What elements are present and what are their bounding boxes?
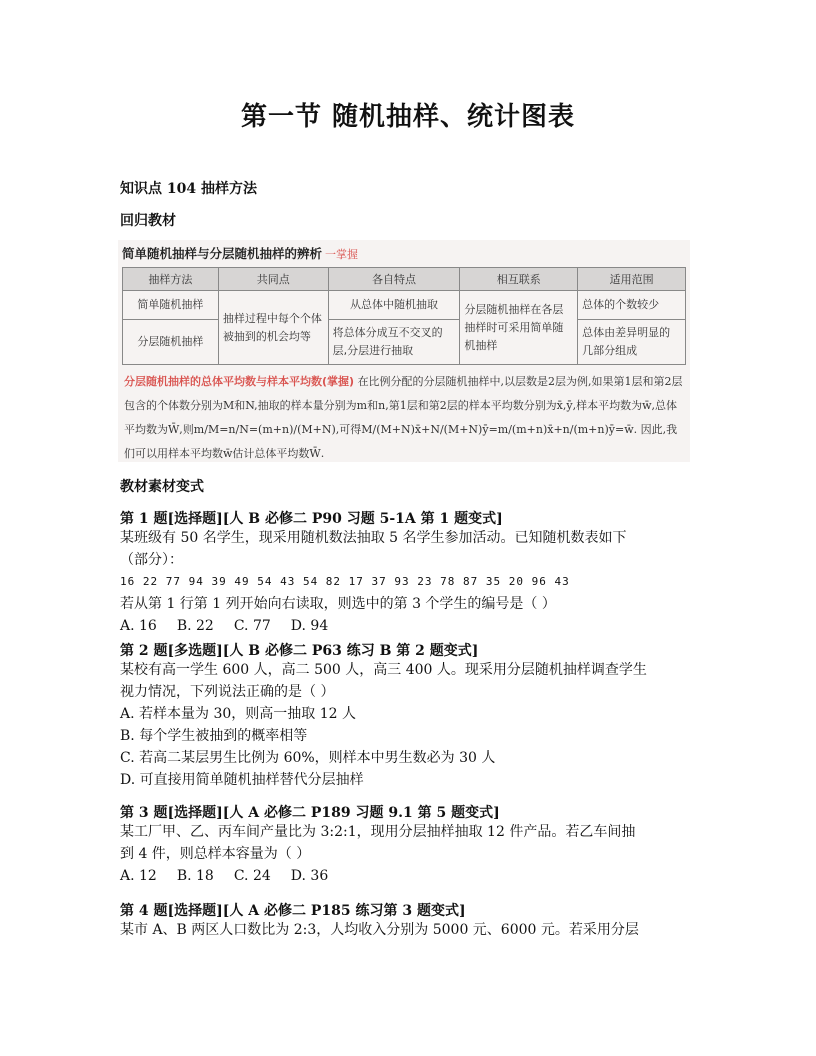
question-text: 某校有高一学生 600 人，高二 500 人，高三 400 人。现采用分层随机抽样调查学生 bbox=[120, 662, 647, 678]
question-text: （部分）： bbox=[120, 552, 183, 568]
table-cell: 将总体分成互不交叉的层,分层进行抽取 bbox=[328, 320, 460, 365]
option-c: C. 若高二某层男生比例为 60%，则样本中男生数必为 30 人 bbox=[120, 750, 496, 766]
option-d: D. 36 bbox=[290, 868, 329, 884]
table-cell: 分层随机抽样 bbox=[123, 320, 219, 365]
comparison-table bbox=[122, 267, 686, 365]
option-b: B. 18 bbox=[176, 868, 214, 884]
note-text: 在比例分配的分层随机抽样中,以层数是2层为例,如果第1层和第2层包含的个体数分别为M和N,抽取的样本量分别为m和n,第1层和第2层的样本平均数分别为x̄,ȳ,样本平均数为w̄,总体平均数为W̄,则m/M=n/N=(m+n)/(M+N),可得M/(M+N)x̄+N/(M+N)ȳ=m/(m+n)x̄+n/(m+n)ȳ=w̄. 因此,我们可以用样本平均数w̄估计总体平均数W̄. bbox=[124, 375, 683, 460]
variants-heading: 教材素材变式 bbox=[120, 479, 204, 495]
question-1-body bbox=[120, 527, 700, 637]
note-title: 分层随机抽样的总体平均数与样本平均数(掌握) bbox=[124, 375, 355, 388]
review-heading: 回归教材 bbox=[120, 213, 176, 229]
question-text: 到 4 件，则总样本容量为（ ） bbox=[120, 846, 311, 862]
table-header: 抽样方法 bbox=[123, 268, 219, 291]
question-1-heading: 第 1 题[选择题][人 B 必修二 P90 习题 5-1A 第 1 题变式] bbox=[120, 511, 503, 527]
options bbox=[120, 615, 700, 637]
knowledge-point-heading: 知识点 104 抽样方法 bbox=[120, 181, 257, 197]
table-header: 各自特点 bbox=[328, 268, 460, 291]
option-c: C. 77 bbox=[233, 618, 271, 634]
table-cell: 抽样过程中每个个体被抽到的机会均等 bbox=[218, 291, 328, 365]
random-number-table: 16 22 77 94 39 49 54 43 54 82 17 37 93 23 78 87 35 20 96 43 bbox=[120, 575, 570, 588]
options bbox=[120, 865, 700, 887]
option-a: A. 若样本量为 30，则高一抽取 12 人 bbox=[120, 706, 356, 722]
option-b: B. 每个学生被抽到的概率相等 bbox=[120, 728, 308, 744]
textbook-heading-text: 简单随机抽样与分层随机抽样的辨析 bbox=[122, 246, 323, 261]
table-header: 共同点 bbox=[218, 268, 328, 291]
question-3-body bbox=[120, 821, 700, 887]
table-header: 相互联系 bbox=[460, 268, 578, 291]
option-a: A. 16 bbox=[120, 618, 157, 634]
question-text: 某工厂甲、乙、丙车间产量比为 3:2:1，现用分层抽样抽取 12 件产品。若乙车间抽 bbox=[120, 824, 636, 840]
table-cell: 简单随机抽样 bbox=[123, 291, 219, 320]
question-4-body bbox=[120, 919, 700, 941]
option-b: B. 22 bbox=[176, 618, 214, 634]
option-a: A. 12 bbox=[120, 868, 157, 884]
question-3-heading: 第 3 题[选择题][人 A 必修二 P189 习题 9.1 第 5 题变式] bbox=[120, 805, 500, 821]
option-c: C. 24 bbox=[233, 868, 271, 884]
question-text: 某班级有 50 名学生，现采用随机数法抽取 5 名学生参加活动。已知随机数表如下 bbox=[120, 530, 627, 546]
textbook-heading-tag: 一掌握 bbox=[325, 248, 359, 261]
question-4-heading: 第 4 题[选择题][人 A 必修二 P185 练习第 3 题变式] bbox=[120, 903, 466, 919]
page-title: 第一节 随机抽样、统计图表 bbox=[240, 102, 576, 132]
textbook-heading bbox=[122, 244, 358, 262]
table-cell: 总体的个数较少 bbox=[578, 291, 686, 320]
textbook-note bbox=[124, 370, 684, 466]
textbook-excerpt bbox=[118, 240, 690, 462]
table-cell: 总体由差异明显的几部分组成 bbox=[578, 320, 686, 365]
question-2-body bbox=[120, 659, 700, 791]
question-text: 视力情况，下列说法正确的是（ ） bbox=[120, 684, 335, 700]
table-header: 适用范围 bbox=[578, 268, 686, 291]
question-2-heading: 第 2 题[多选题][人 B 必修二 P63 练习 B 第 2 题变式] bbox=[120, 643, 479, 659]
table-cell: 分层随机抽样在各层抽样时可采用简单随机抽样 bbox=[460, 291, 578, 365]
table-cell: 从总体中随机抽取 bbox=[328, 291, 460, 320]
option-d: D. 可直接用简单随机抽样替代分层抽样 bbox=[120, 772, 364, 788]
question-text: 某市 A、B 两区人口数比为 2:3，人均收入分别为 5000 元、6000 元。若采用分层 bbox=[120, 922, 639, 938]
option-d: D. 94 bbox=[290, 618, 329, 634]
question-text: 若从第 1 行第 1 列开始向右读取，则选中的第 3 个学生的编号是（ ） bbox=[120, 596, 556, 612]
